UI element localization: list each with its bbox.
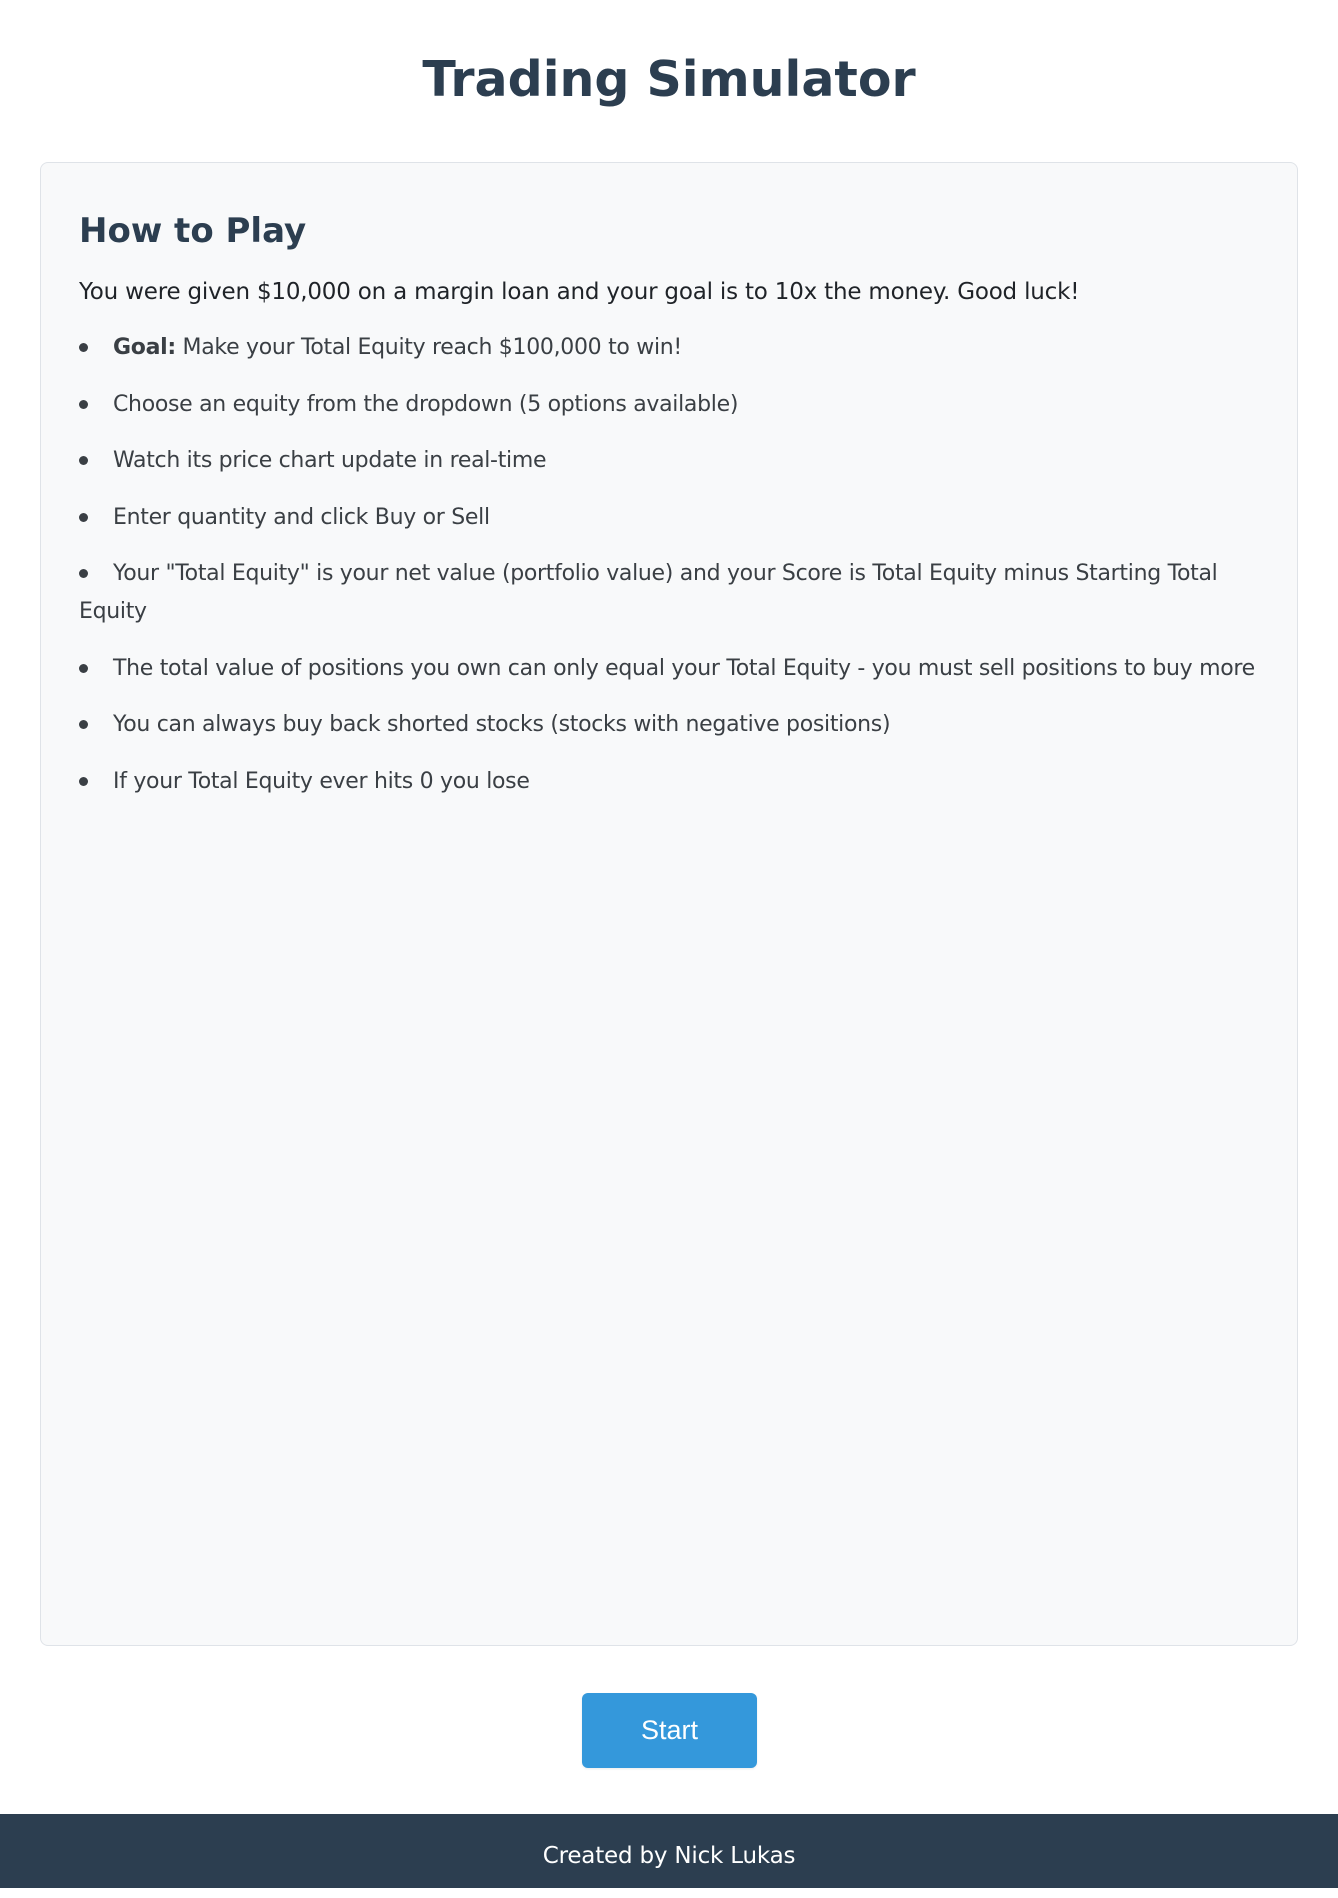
bullet-icon bbox=[79, 569, 88, 578]
rule-text: The total value of positions you own can only equal your Total Equity - you must sell positions to buy more bbox=[113, 655, 1255, 681]
intro-text: You were given $10,000 on a margin loan and your goal is to 10x the money. Good luck! bbox=[79, 279, 1080, 305]
bullet-icon bbox=[79, 400, 88, 409]
rule-item bbox=[79, 499, 1259, 537]
footer bbox=[0, 1814, 1338, 1888]
bullet-icon bbox=[79, 720, 88, 729]
how-to-play-panel bbox=[40, 162, 1298, 1646]
rule-item bbox=[79, 442, 1259, 480]
rule-text: Watch its price chart update in real-time bbox=[113, 448, 547, 473]
rule-item bbox=[79, 555, 1259, 631]
goal-text: Make your Total Equity reach $100,000 to win! bbox=[175, 335, 682, 360]
rules-list bbox=[79, 329, 1259, 801]
bullet-icon bbox=[79, 664, 88, 673]
rule-item bbox=[79, 763, 1259, 801]
bullet-icon bbox=[79, 456, 88, 465]
page-title: Trading Simulator bbox=[422, 51, 916, 108]
rule-text: If your Total Equity ever hits 0 you lose bbox=[113, 768, 530, 794]
rule-text: Choose an equity from the dropdown (5 options available) bbox=[113, 391, 739, 417]
how-to-play-heading: How to Play bbox=[79, 211, 307, 251]
rule-item bbox=[79, 386, 1259, 424]
rule-text: You can always buy back shorted stocks (stocks with negative positions) bbox=[113, 712, 891, 737]
rule-item bbox=[79, 706, 1259, 744]
rule-text: Enter quantity and click Buy or Sell bbox=[113, 504, 490, 530]
rule-item-goal bbox=[79, 329, 1259, 367]
start-button[interactable]: Start bbox=[582, 1693, 757, 1768]
rule-item bbox=[79, 650, 1259, 688]
bullet-icon bbox=[79, 513, 88, 522]
goal-label: Goal: bbox=[113, 335, 176, 360]
footer-credit: Created by Nick Lukas bbox=[542, 1843, 796, 1869]
bullet-icon bbox=[79, 777, 88, 786]
bullet-icon bbox=[79, 343, 88, 352]
rule-text: Your "Total Equity" is your net value (portfolio value) and your Score is Total Equity minus Starting Total Equity bbox=[79, 561, 1218, 624]
